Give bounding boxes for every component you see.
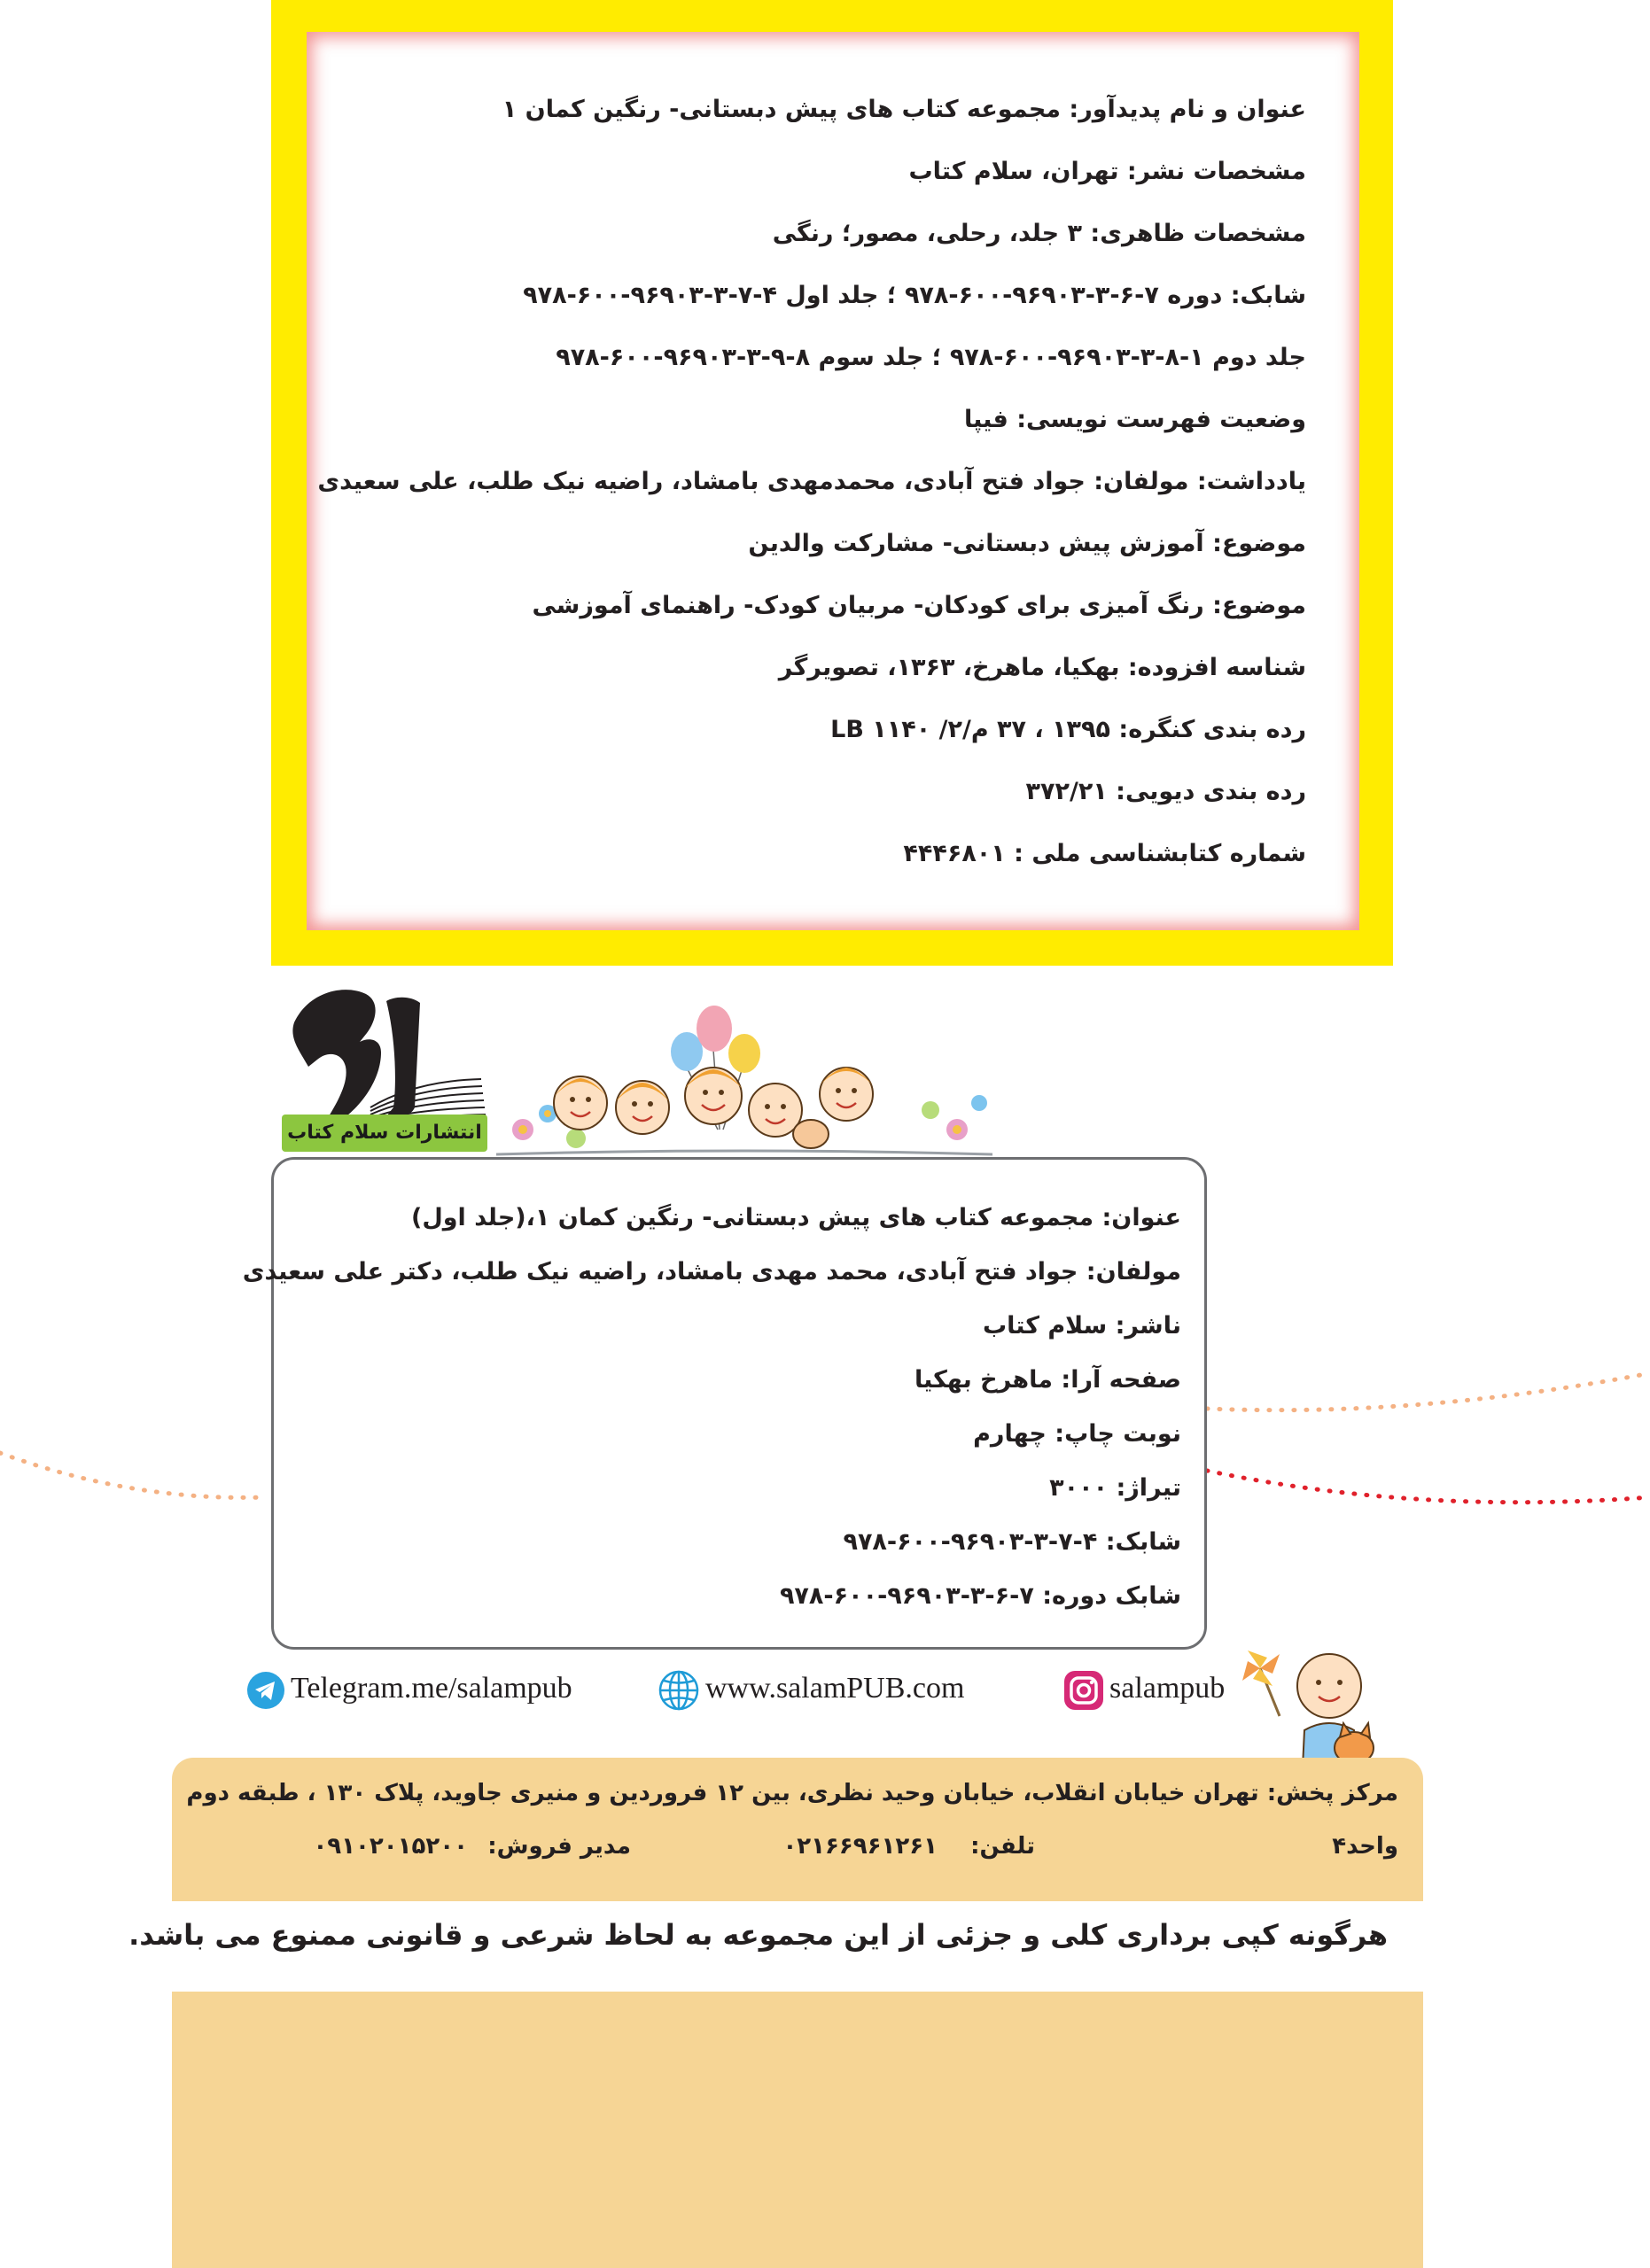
sales-manager-phone: ۰۹۱۰۲۰۱۵۲۰۰ xyxy=(313,1833,468,1860)
book-isbn-line: شابک: ۴-۷-۳-۹۶۹۰۳-۶۰۰-۹۷۸ xyxy=(843,1528,1181,1556)
instagram-icon xyxy=(1063,1670,1104,1711)
catalog-dewey-line: رده بندی دیویی: ۳۷۲/۲۱ xyxy=(1025,778,1306,805)
catalog-subject-line-1: موضوع: آموزش پیش دبستانی- مشارکت والدین xyxy=(748,530,1306,557)
website-text: www.salamPUB.com xyxy=(705,1672,965,1705)
phone-number: ۰۲۱۶۶۹۶۱۲۶۱ xyxy=(782,1833,938,1860)
catalog-subject-line-2: موضوع: رنگ آمیزی برای کودکان- مربیان کودک- راهنمای آموزشی xyxy=(532,592,1306,619)
distribution-contacts-row xyxy=(193,1829,1398,1864)
book-info-lines xyxy=(242,1200,1181,1633)
copyright-notice: هرگونه کپی برداری کلی و جزئی از این مجموعه به لحاظ شرعی و قانونی ممنوع می باشد. xyxy=(128,1918,1388,1952)
book-set-isbn-line: شابک دوره: ۷-۶-۳-۹۶۹۰۳-۶۰۰-۹۷۸ xyxy=(779,1582,1181,1610)
website-link[interactable] xyxy=(658,1667,964,1710)
catalog-national-number-line: شماره کتابشناسی ملی : ۴۴۴۶۸۰۱ xyxy=(903,840,1306,867)
catalog-added-entry-line: شناسه افزوده: بهکیا، ماهرخ، ۱۳۶۳، تصویرگر xyxy=(778,654,1306,681)
telegram-link[interactable] xyxy=(246,1667,572,1710)
distribution-unit: واحد۴ xyxy=(1332,1833,1398,1860)
distribution-panel xyxy=(172,1758,1423,1901)
catalog-card-frame xyxy=(271,0,1393,966)
bottom-panel xyxy=(172,1992,1423,2268)
kids-illustration xyxy=(496,997,992,1165)
catalog-card xyxy=(307,32,1359,930)
book-edition-line: نوبت چاپ: چهارم xyxy=(973,1420,1181,1448)
distribution-address: مرکز پخش: تهران خیابان انقلاب، خیابان وحید نظری، بین ۱۲ فروردین و منیری جاوید، پلاک ۱۳۰ ، طبقه دوم xyxy=(186,1780,1398,1806)
book-title-line: عنوان: مجموعه کتاب های پیش دبستانی- رنگین کمان ۱،(جلد اول) xyxy=(411,1204,1181,1231)
book-layout-line: صفحه آرا: ماهرخ بهکیا xyxy=(914,1366,1181,1394)
sales-manager-label: مدیر فروش: xyxy=(487,1833,631,1860)
catalog-title-line: عنوان و نام پدیدآور: مجموعه کتاب های پیش دبستانی- رنگین کمان ۱ xyxy=(502,96,1306,123)
catalog-isbn-line-2: جلد دوم ۱-۸-۳-۹۶۹۰۳-۶۰۰-۹۷۸ ؛ جلد سوم ۸-۹-۳-۹۶۹۰۳-۶۰۰-۹۷۸ xyxy=(556,344,1306,371)
phone-label: تلفن: xyxy=(970,1833,1035,1860)
catalog-isbn-line-1: شابک: دوره ۷-۶-۳-۹۶۹۰۳-۶۰۰-۹۷۸ ؛ جلد اول ۴-۷-۳-۹۶۹۰۳-۶۰۰-۹۷۸ xyxy=(523,282,1306,309)
catalog-publication-line: مشخصات نشر: تهران، سلام کتاب xyxy=(908,158,1306,185)
catalog-lc-class-line: رده بندی کنگره: ۱۳۹۵ ، ۳۷ م/۲/ LB ۱۱۴۰ xyxy=(830,716,1306,743)
catalog-lines xyxy=(317,94,1306,900)
book-print-run-line: تیراژ: ۳۰۰۰ xyxy=(1049,1474,1181,1502)
catalog-physical-line: مشخصات ظاهری: ۳ جلد، رحلی، مصور؛ رنگی xyxy=(772,220,1306,247)
catalog-note-line: یادداشت: مولفان: جواد فتح آبادی، محمدمهدی بامشاد، راضیه نیک طلب، علی سعیدی xyxy=(317,468,1306,495)
kid-with-cat-illustration xyxy=(1241,1635,1391,1776)
calligraphy-mark xyxy=(292,990,420,1134)
instagram-link[interactable] xyxy=(1063,1667,1225,1710)
telegram-icon xyxy=(246,1671,285,1710)
pinwheel-icon xyxy=(1242,1651,1280,1716)
catalog-status-line: وضعیت فهرست نویسی: فیپا xyxy=(963,406,1306,433)
telegram-text: Telegram.me/salampub xyxy=(291,1672,572,1705)
book-info-box xyxy=(242,1157,1207,1650)
instagram-text: salampub xyxy=(1109,1672,1226,1705)
publisher-logo-label: انتشارات سلام کتاب xyxy=(282,1115,487,1152)
book-publisher-line: ناشر: سلام کتاب xyxy=(982,1312,1181,1340)
book-authors-line: مولفان: جواد فتح آبادی، محمد مهدی بامشاد، راضیه نیک طلب، دکتر علی سعیدی xyxy=(242,1258,1181,1285)
globe-icon xyxy=(658,1669,700,1712)
